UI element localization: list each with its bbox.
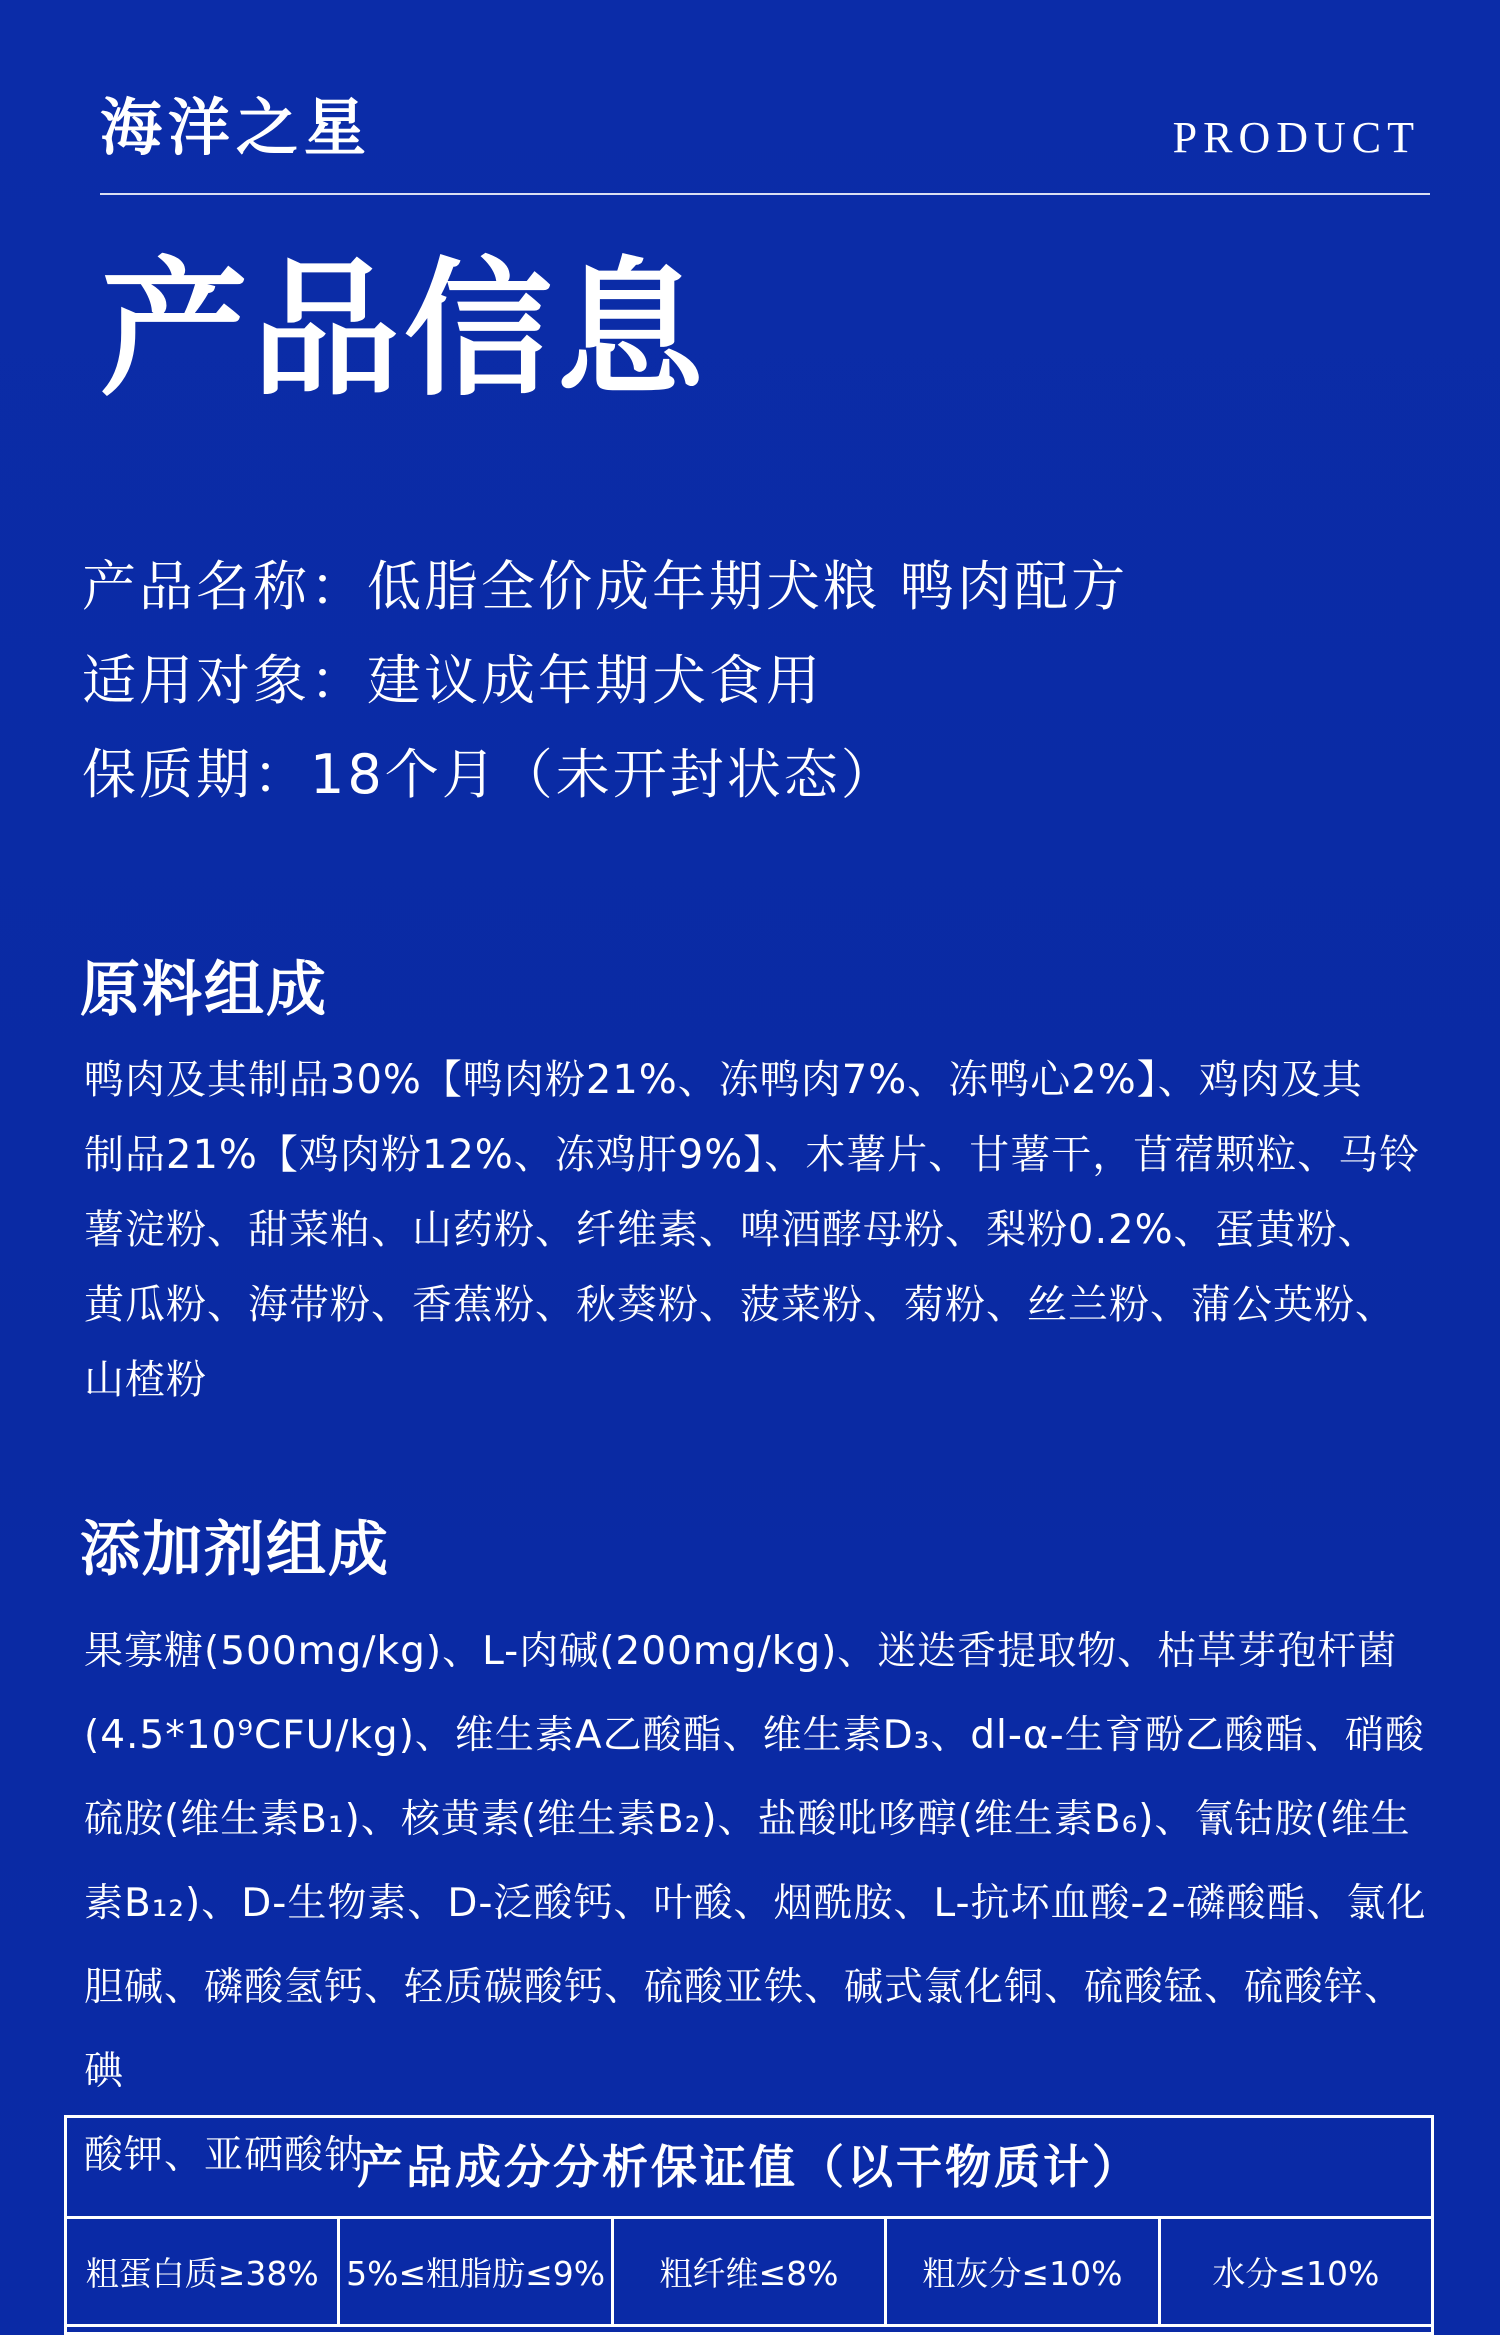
target-audience-line: 适用对象：建议成年期犬食用: [82, 649, 823, 712]
analysis-table: [64, 2115, 1434, 2335]
additives-line: 硫胺(维生素B₁)、核黄素(维生素B₂)、盐酸吡哆醇(维生素B₆)、氰钴胺(维生: [84, 1797, 1411, 1842]
crude-ash-cell: 粗灰分≤10%: [887, 2219, 1160, 2324]
raw-materials-line: 薯淀粉、甜菜粕、山药粉、纤维素、啤酒酵母粉、梨粉0.2%、蛋黄粉、: [84, 1207, 1379, 1253]
raw-materials-line: 制品21%【鸡肉粉12%、冻鸡肝9%】、木薯片、甘薯干，苜蓿颗粒、马铃: [84, 1132, 1421, 1178]
additives-title: 添加剂组成: [80, 1515, 390, 1585]
header-divider: [100, 193, 1430, 195]
analysis-table-row: [67, 2219, 1431, 2327]
moisture-cell: 水分≤10%: [1212, 2254, 1380, 2293]
additives-text: [84, 1610, 1434, 2198]
page-title: 产品信息: [100, 242, 708, 416]
crude-fiber-cell: 粗纤维≤8%: [614, 2219, 887, 2324]
brand-name: 海洋之星: [100, 91, 373, 164]
analysis-table-title: 产品成分分析保证值（以干物质计）: [67, 2118, 1431, 2219]
raw-materials-line: 黄瓜粉、海带粉、香蕉粉、秋葵粉、菠菜粉、菊粉、丝兰粉、蒲公英粉、: [84, 1282, 1396, 1328]
additives-line: 素B₁₂)、D-生物素、D-泛酸钙、叶酸、烟酰胺、L-抗坏血酸-2-磷酸酯、氯化: [84, 1881, 1427, 1926]
shelf-life-line: 保质期：18个月（未开封状态）: [82, 743, 898, 806]
additives-line: 胆碱、磷酸氢钙、轻质碳酸钙、硫酸亚铁、碱式氯化铜、硫酸锰、硫酸锌、碘: [84, 1965, 1405, 2094]
additives-line: 果寡糖(500mg/kg)、L-肉碱(200mg/kg)、迷迭香提取物、枯草芽孢杆菌: [84, 1629, 1398, 1674]
raw-materials-line: 鸭肉及其制品30%【鸭肉粉21%、冻鸭肉7%、冻鸭心2%】、鸡肉及其: [84, 1057, 1363, 1103]
product-info: [82, 540, 1442, 822]
raw-materials-line: 山楂粉: [84, 1357, 207, 1403]
additives-line: 酸钾、亚硒酸钠: [84, 2133, 365, 2178]
product-name-line: 产品名称：低脂全价成年期犬粮 鸭肉配方: [82, 555, 1129, 618]
raw-materials-title: 原料组成: [80, 955, 328, 1025]
product-label: PRODUCT: [1172, 113, 1420, 162]
additives-line: (4.5*10⁹CFU/kg)、维生素A乙酸酯、维生素D₃、dl-α-生育酚乙酸酯、硝酸: [84, 1713, 1425, 1758]
crude-protein-cell: 粗蛋白质≥38%: [67, 2219, 340, 2324]
raw-materials-text: [84, 1043, 1434, 1418]
crude-fat-cell: 5%≤粗脂肪≤9%: [340, 2219, 613, 2324]
